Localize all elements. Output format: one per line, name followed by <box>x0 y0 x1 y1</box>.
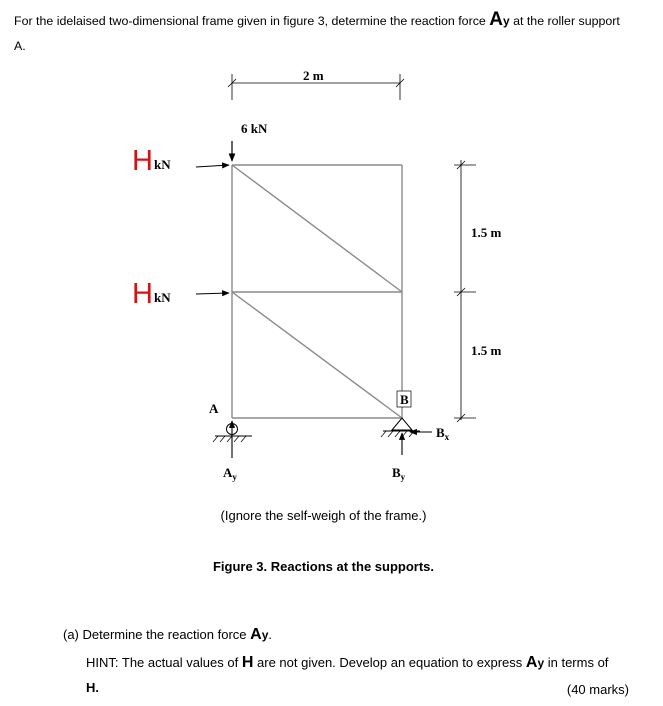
bx-label-sub: x <box>444 432 450 442</box>
ay-symbol: A <box>489 9 503 30</box>
bx-label <box>436 425 450 442</box>
ay-label-main: A <box>223 465 233 480</box>
intro-text-3: A. <box>14 39 26 53</box>
pin-support-b <box>381 418 432 455</box>
right-dimension-line <box>454 160 476 422</box>
hint-line <box>86 654 608 672</box>
marks-label: (40 marks) <box>566 682 629 697</box>
figure-title: Figure 3. Reactions at the supports. <box>212 559 435 574</box>
hint-text-3: in terms of <box>544 655 609 670</box>
question-label: (a) Determine the reaction force <box>63 627 251 642</box>
intro-text-1: For the idelaised two-dimensional frame given in figure 3, determine the reaction force <box>14 14 490 28</box>
frame-members <box>232 165 402 418</box>
h-upper-arrow <box>196 165 229 167</box>
node-b-label: B <box>400 392 409 407</box>
roller-support-a <box>213 421 252 458</box>
h-upper-symbol: H <box>132 145 153 177</box>
node-a-label: A <box>209 401 219 416</box>
hint-period: . <box>95 680 100 695</box>
hint-h-symbol: H <box>241 654 254 671</box>
by-label-sub: y <box>400 472 406 482</box>
hint-line-2 <box>86 680 99 695</box>
question-ay-symbol: A <box>250 626 262 643</box>
ay-subscript: y <box>502 14 510 28</box>
ay-label-sub: y <box>232 472 237 482</box>
lower-diagonal <box>232 292 402 418</box>
question-ay-subscript: y <box>261 628 269 642</box>
h-upper-unit: kN <box>154 157 171 172</box>
figure-caption: (Ignore the self-weigh of the frame.) <box>220 508 427 523</box>
h-lower-symbol: H <box>132 278 153 310</box>
question-a <box>63 626 272 644</box>
h-lower-arrow <box>196 293 229 294</box>
intro-text-2: at the roller support <box>509 14 620 28</box>
load-label: 6 kN <box>241 121 268 136</box>
dim-top-label: 2 m <box>303 68 324 83</box>
bx-label-main: B <box>436 425 445 440</box>
dim-upper-label: 1.5 m <box>471 225 502 240</box>
by-label-main: B <box>392 465 401 480</box>
dim-lower-label: 1.5 m <box>471 343 502 358</box>
hint-h-end: H <box>86 680 96 695</box>
upper-diagonal <box>232 165 402 292</box>
hint-text-2: are not given. Develop an equation to express <box>253 655 526 670</box>
by-label <box>392 465 406 482</box>
question-end: . <box>268 627 273 642</box>
hint-ay-symbol: A <box>525 654 538 671</box>
hint-text-1: HINT: The actual values of <box>86 655 242 670</box>
h-lower-unit: kN <box>154 290 171 305</box>
hint-ay-subscript: y <box>537 656 545 670</box>
ay-label <box>223 465 237 482</box>
